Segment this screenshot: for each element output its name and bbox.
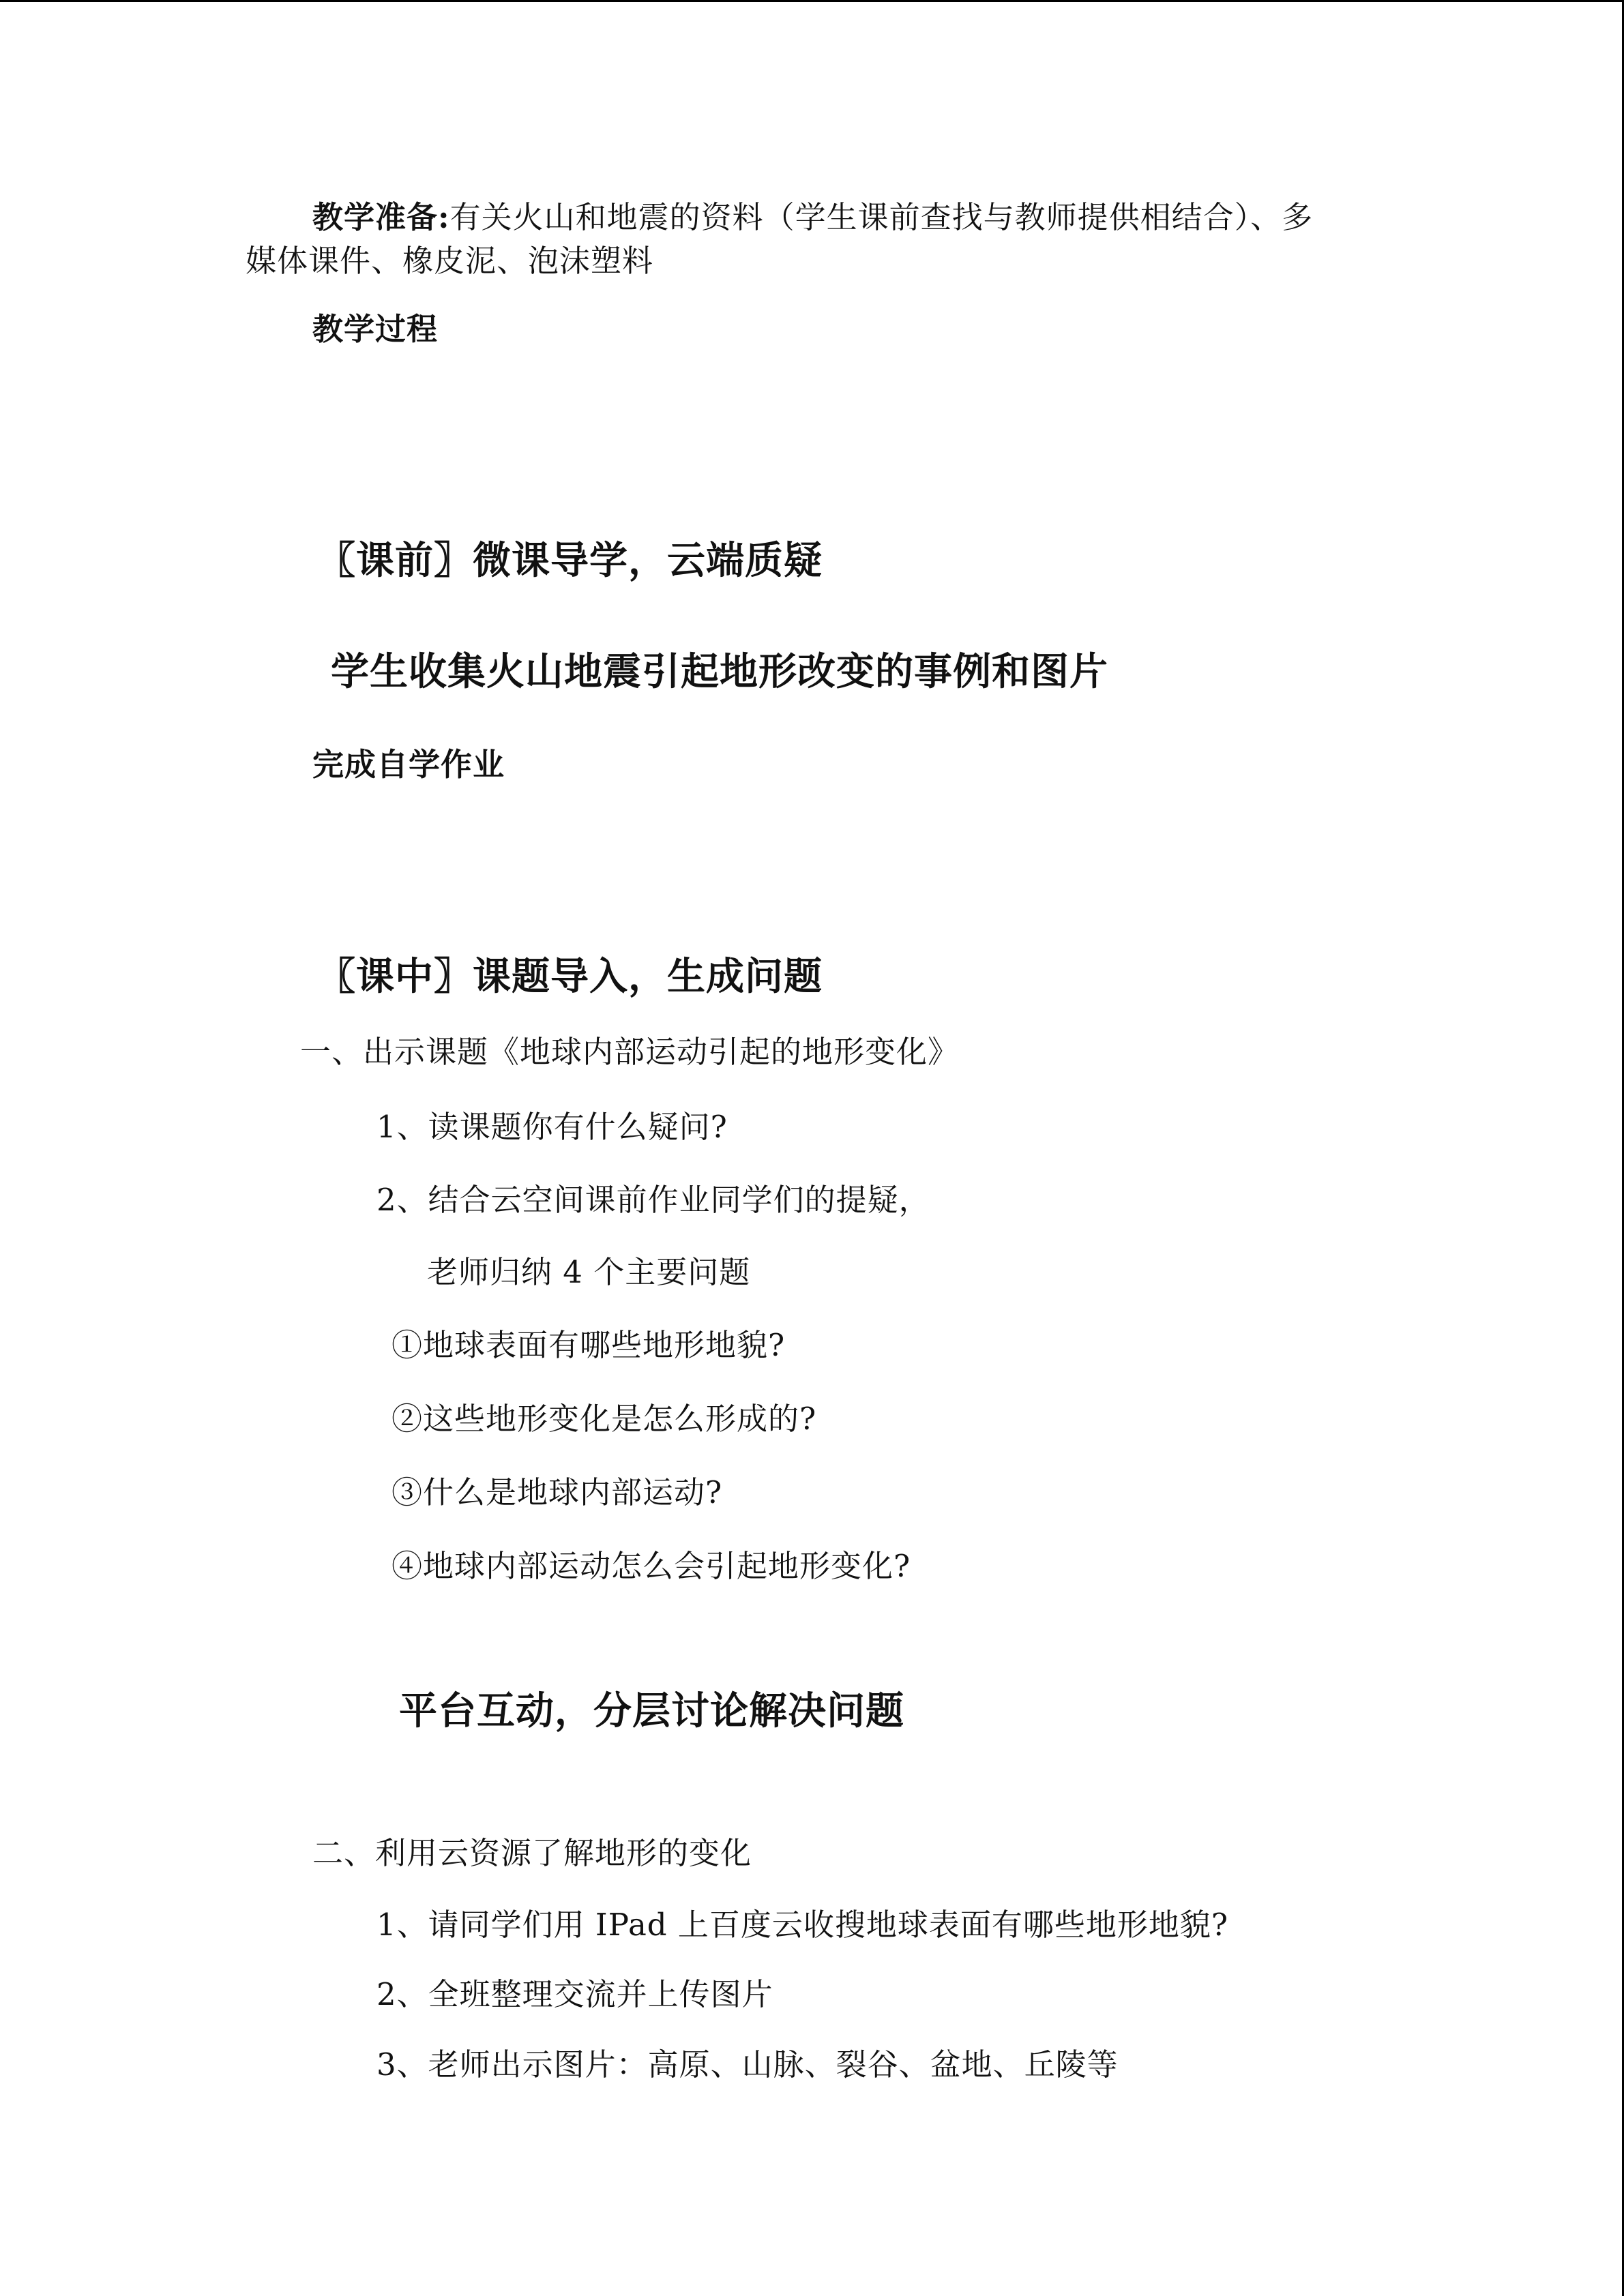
section-two-title: 二、利用云资源了解地形的变化	[312, 1835, 752, 1871]
question-4: ④地球内部运动怎么会引起地形变化?	[392, 1548, 911, 1584]
section-one-item-1: 1、读课题你有什么疑问?	[377, 1109, 728, 1145]
teaching-prep-text: 有关火山和地震的资料（学生课前查找与教师提供相结合）、多	[449, 199, 1314, 235]
pre-class-subheading: 学生收集火山地震引起地形改变的事例和图片	[331, 650, 1108, 694]
question-1: ①地球表面有哪些地形地貌?	[392, 1327, 786, 1363]
teaching-process-title: 教学过程	[312, 311, 439, 347]
teaching-prep-continuation: 媒体课件、橡皮泥、泡沫塑料	[246, 243, 654, 279]
question-2: ②这些地形变化是怎么形成的?	[392, 1401, 817, 1437]
section-one-item-2: 2、结合云空间课前作业同学们的提疑，	[377, 1182, 930, 1218]
section-one-note: 老师归纳 4 个主要问题	[427, 1254, 751, 1290]
section-two-item-2: 2、全班整理交流并上传图片	[377, 1976, 773, 2012]
in-class-heading: 〖课中〗课题导入，生成问题	[317, 955, 823, 999]
section-one-title: 一、出示课题《地球内部运动引起的地形变化》	[300, 1034, 960, 1070]
question-3: ③什么是地球内部运动?	[392, 1474, 723, 1510]
teaching-prep-line	[312, 199, 1314, 235]
pre-class-task: 完成自学作业	[312, 746, 505, 783]
page-top-border	[0, 0, 1624, 2]
teaching-prep-label: 教学准备:	[312, 199, 450, 235]
platform-interaction-heading: 平台互动，分层讨论解决问题	[399, 1689, 904, 1733]
section-two-item-1: 1、请同学们用 IPad 上百度云收搜地球表面有哪些地形地貌?	[377, 1907, 1229, 1943]
pre-class-heading: 〖课前〗微课导学，云端质疑	[317, 539, 823, 583]
section-two-item-3: 3、老师出示图片：高原、山脉、裂谷、盆地、丘陵等	[377, 2046, 1119, 2083]
